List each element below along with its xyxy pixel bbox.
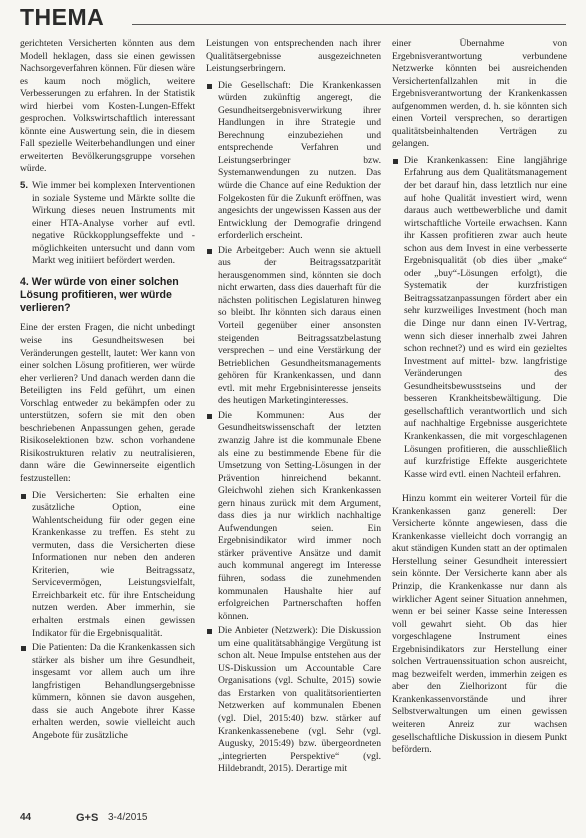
column-1-lead-text: gerichteten Versicherten könnten aus dem Modell heklagen, dass sie einen gewissen Nachsorgeverfahren können. Für diesen wäre es kaum noch möglich, weitere Verbesserungen zu erfahren. In der Statistik wird hierbei vom Kosten-Lungen-Effekt gesprochen. Volkswirtschaftlich interessant könnte eine Auswertung sein, die in diesem Fall spezielle Weiterbehandlungen und einer erweiterten Bevölkerungsgruppe vorsehen würde. (20, 38, 195, 175)
section-title: THEMA (20, 4, 105, 30)
column-2 (206, 38, 381, 810)
numbered-list (20, 180, 195, 268)
section-heading: 4. Wer würde von einer solchen Lösung profitieren, wer würde verlieren? (20, 275, 179, 315)
bullet-item-versicherte: Die Versicherten: Sie erhalten eine zusätzliche Option, eine Wahlentscheidung für oder gegen eine Krankenkasse zu treffen. Es steht zu vermuten, dass die Versicherten diese Informationen nur neben den anderen Kriterien, wie Beitragssatz, Servicevermögen, Leistungsvielfalt, Erreichbarkeit etc. für ihre Entscheidung nutzen werden. Aber immerhin, sie erhalten erstmals einen gewissen Indikator für die Ergebnisqualität. (20, 490, 195, 641)
page-number: 44 (20, 812, 32, 823)
bullet-item-kommunen: Die Kommunen: Aus der Gesundheitswissenschaft der letzten zwanzig Jahre ist die kommunale Ebene als eine zu bestimmende Ebene für die Umsetzung von Setting-Lösungen in der Prävention hinreichend bekannt. Gleichwohl ziehen sich Krankenkassen gern hinaus zurück mit dem Argument, dass dies ja nur wirklich nachhaltige Aufwendungen seien. Ein Ergebnisindikator wird immer noch stärker präventive Ansätze und damit auch kommunal angeregt im Interesse führen, sodass die zunehmenden kommunalen Haushalte hier auf erfolgreichen Partnerschaften hoffen können. (206, 410, 381, 623)
numbered-item-text: Wie immer bei komplexen Interventionen in soziale Systeme und Märkte sollte die Wirkung dieses neuen Instruments mit einer HTA-Analyse vorher auf evtl. negative Rückkopplungseffekte und -möglichkeiten untersucht und dann vom Markt weg initiiert befördert werden. (32, 180, 195, 267)
bullet-item-krankenkassen: Die Krankenkassen: Eine langjährige Erfahrung aus dem Qualitätsmanagement der bet darauf hin, dass letztlich nur eine auf hohe Qualität investiert wird, wenn daraus auch wettbewerbliche und damit wirtschaftliche Vorteile erwachsen. Kann ihr Kassen profitieren zwar auch heute schon aus dem Invest in eine verbesserte Ergebnisqualität (ob dies über „make“ oder „buy“-Lösungen erfolgt), die Systematik der kurzfristigen Beitragssatzanpassungen fördert aber ein sehr kurzweiliges Investment (hoch man die Dinge nur dann einen IV-Vertrag, wenn sich dieser innerhalb zwei Jahren schon rechnet?) und es wird ein gezieltes Investment auf mittel- bzw. langfristige Veränderungen des Gesundheitsbewusstseins und der besseren Krankheitsbewältigung. Die gesellschaftlich verantwortlich und sich auf nachhaltige Ergebnisse ausgerichtete Krankenkassen, die mit vorgeschlagenen Lösungen profitieren, die ausschließlich auf kurzfristige Effekte ausgerichtete Kasse wird evtl. einen Nachteil erfahren. (392, 155, 567, 481)
bullet-item-gesellschaft: Die Gesellschaft: Die Krankenkassen würden zukünftig angeregt, die Gesundheitsergebnisverwirkung ihrer Handlungen in ihre Strategie und Berechnung einzubeziehen und entsprechende Verfahren und Leistungserbringer bzw. Systemanwendungen zu nutzen. Das würde die Chance auf eine Reduktion der Folgekosten für die Zukunft eröffnen, was angesichts der ungewissen Kassen aus der Entwicklung der Demografie dringend erforderlich erscheint. (206, 80, 381, 243)
journal-name: G+S (76, 812, 99, 824)
page-footer (20, 812, 566, 832)
header-rule (132, 24, 566, 25)
closing-paragraph: Hinzu kommt ein weiterer Vorteil für die Krankenkassen ganz generell: Der Versicherte könnte angewiesen, dass die Krankenkasse vielleicht doch vorrangig an akut ständigen Kunden statt an der optimalen Herstellung seiner Gesundheit interessiert sein könnte. Der Versicherte kann aber als Prinzip, die Krankenkasse nur dann als wirklicher Agent seiner Situation annehmen, wenn er bei seiner Kasse seine Interessen voll gewahrt sieht. Ob das hier vorgeschlagene Instrument eines Ergebnisindikators zur Herstellung einer solchen Vertrauenssituation schon ausreicht, mag bezweifelt werden, immerhin zeigen es aber den Zielhorizont für die Krankenkassenvorstände und ihrer Selbstverwaltungen um einen gewissen weiteren Anreiz zur wachsen gesellschaftliche Diskussion in diesem Punkt befördern. (392, 493, 567, 756)
bullet-list-2 (206, 80, 381, 776)
bullet-item-arbeitgeber: Die Arbeitgeber: Auch wenn sie aktuell aus der Beitragssatzparität herausgenommen sind, könnten sie doch nicht erwarten, dass dies dauerhaft für die nächsten politischen Legislaturen hinweg so bleibt. Ihr könnten sich daraus einen Vorteil gegenüber einer ansonsten steigenden Beitragssatzbelastung versprechen – und eine Verstärkung der Betrieblichen Gesundheitsmanagements gehören für Krankenkassen, und dann evtl. mit mehr Ergebnisinteresse jenseits des heutigen Marketinginteresses. (206, 245, 381, 408)
section-intro-paragraph: Eine der ersten Fragen, die nicht unbedingt weise ins Gesundheitswesen bei Veränderungen gestellt, lautet: Wer kann von einer solchen Lösung profitieren, wer würde eher verlieren? Und danach werden dann die Beteiligten ins Feld geführt, um einen Vorschlag entweder zu bekämpfen oder zu unterstützen, sofern sie mit den oben beschriebenen Anpassungen gehen, gerade Risikoselektionen bzw. schon vorhandene Risikostrukturen relativ zu neutralisieren, dann wäre die Gewinnerseite eigentlich festzustellen: (20, 322, 195, 485)
column-1 (20, 38, 195, 810)
column-3-lead-text: einer Übernahme von Ergebnisverantwortung verbundene Netzwerke könnten bei ausreichenden Versichertenfallzahlen mit in die Ergebnisverantwortung der Krankenkassen aufgenommen werden, d. h. sie könnten sich einen Vorteil versprechen, so derartigen qualitätsbeinhaltenden Verträgen zu gelangen. (392, 38, 567, 150)
bullet-list-3 (392, 155, 567, 481)
bullet-item-patienten: Die Patienten: Da die Krankenkassen sich stärker als bisher um ihre Gesundheit, insgesamt vor allem auch um ihre langfristigen Behandlungsergebnisse kümmern, können sie davon ausgehen, dass sie auch Angebote ihrer Kasse erhalten werden, sowie vielleicht auch Angebote für zusätzliche (20, 642, 195, 742)
bullet-item-anbieter: Die Anbieter (Netzwerk): Die Diskussion um eine qualitätsabhängige Vergütung ist schon alt. Neue Impulse entstehen aus der US-Diskussion um Accountable Care Organisations (vgl. Schulte, 2015) sowie das Erstarken von qualitätsorientierten Netzwerken auf kommunalen Ebenen (vgl. Diel, 2015:40) bzw. stärker auf Krankenkassenebene (vgl. Sehr (vgl. Augusky, 2015:49) bzw. übergeordneten „integrierten Perspektive“ (vgl. Hildebrandt, 2015). Derartige mit (206, 625, 381, 776)
column-3 (392, 38, 567, 810)
page-header (20, 4, 566, 34)
column-2-lead-text: Leistungen von entsprechenden nach ihrer Qualitätsergebnisse ausgezeichneten Leistungserbringern. (206, 38, 381, 75)
paragraph-gap (392, 483, 567, 493)
bullet-list-1 (20, 490, 195, 743)
numbered-item-label: 5. (20, 180, 29, 192)
journal-issue: 3-4/2015 (108, 812, 148, 823)
numbered-item-5 (20, 180, 195, 268)
